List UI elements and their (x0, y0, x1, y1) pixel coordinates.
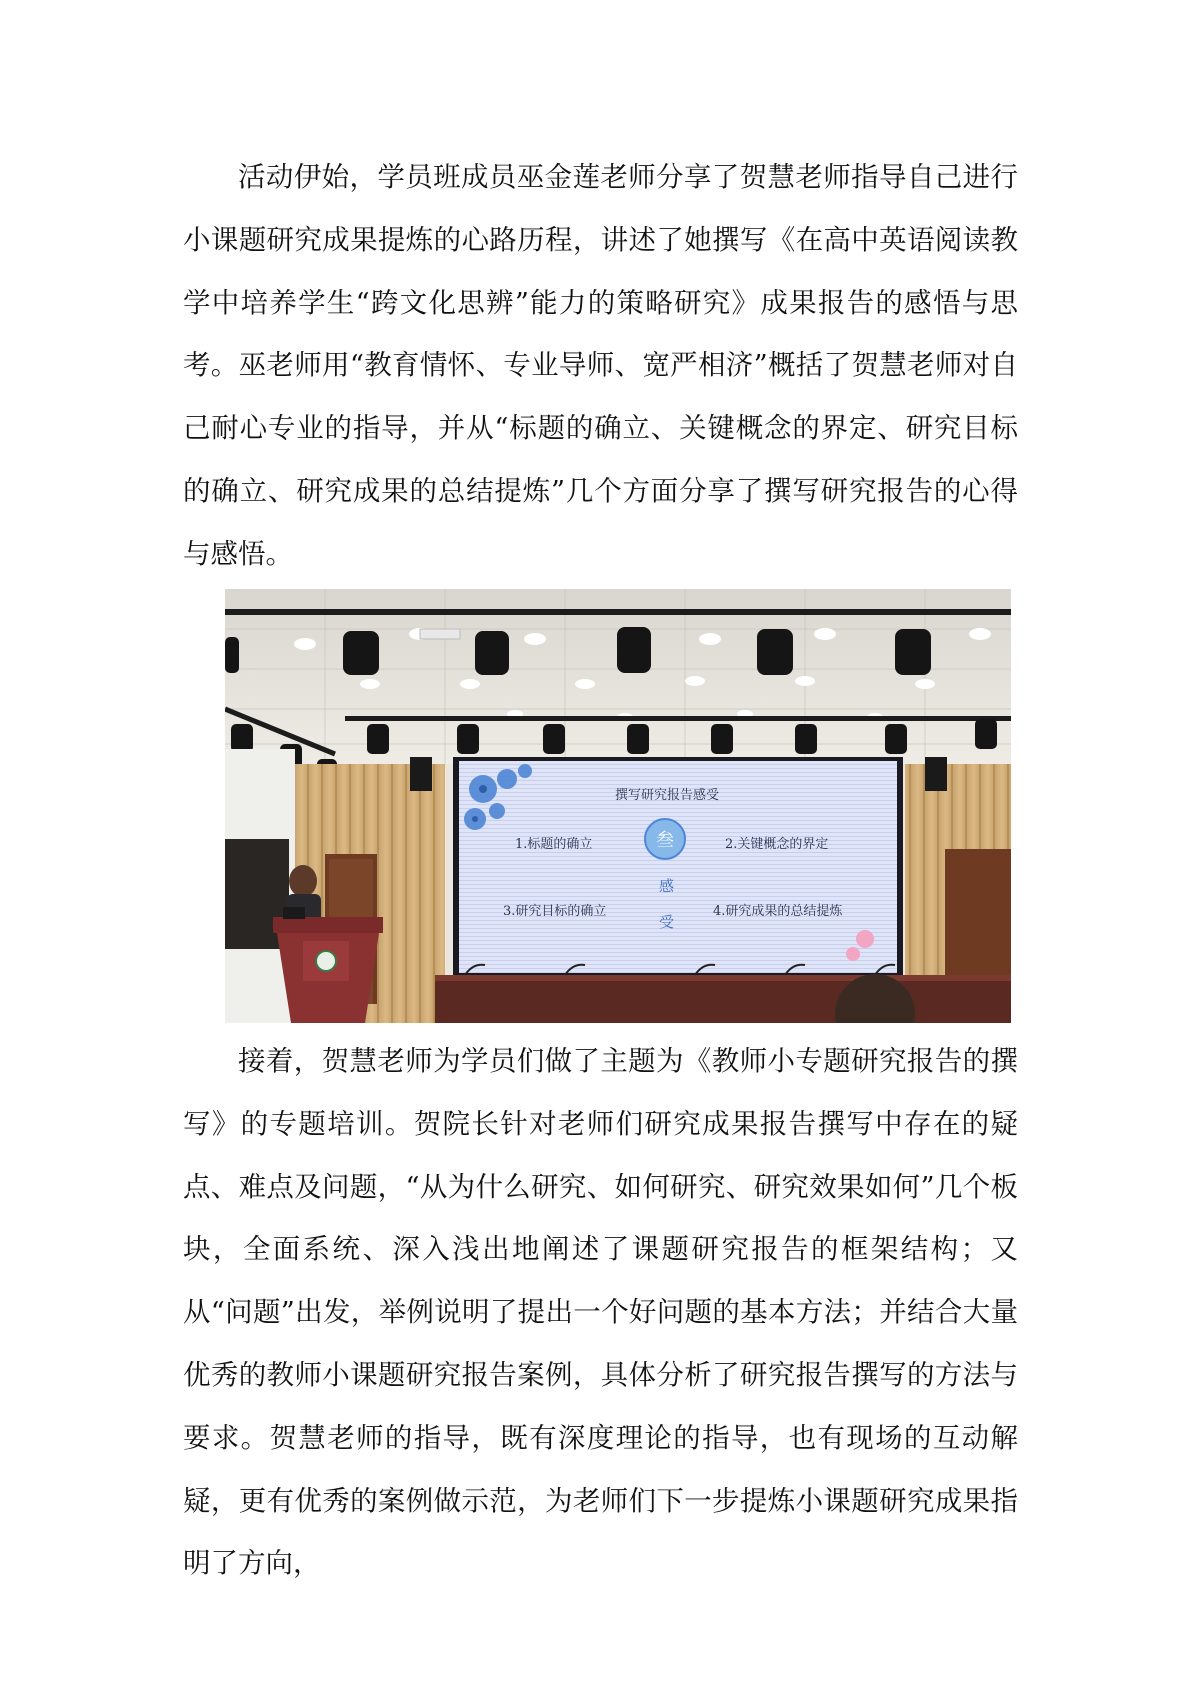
slide-title: 撰写研究报告感受 (615, 788, 720, 803)
paragraph-1: 活动伊始，学员班成员巫金莲老师分享了贺慧老师指导自己进行小课题研究成果提炼的心路历程，讲述了她撰写《在高中英语阅读教学中培养学生“跨文化思辨”能力的策略研究》成果报告的感悟与思考。巫老师用“教育情怀、专业导师、宽严相济”概括了贺慧老师对自己耐心专业的指导，并从“标题的确立、关键概念的界定、研究目标的确立、研究成果的总结提炼”几个方面分享了撰写研究报告的心得与感悟。 (183, 161, 1018, 570)
slide-vertical-1: 感 (659, 877, 675, 895)
paragraph-2: 接着，贺慧老师为学员们做了主题为《教师小专题研究报告的撰写》的专题培训。贺院长针对老师们研究成果报告撰写中存在的疑点、难点及问题，“从为什么研究、如何研究、研究效果如何”几个板块，全面系统、深入浅出地阐述了课题研究报告的框架结构；又从“问题”出发，举例说明了提出一个好问题的基本方法；并结合大量优秀的教师小课题研究报告案例，具体分析了研究报告撰写的方法与要求。贺慧老师的指导，既有深度理论的指导，也有现场的互动解疑，更有优秀的案例做示范，为老师们下一步提炼小课题研究成果指明了方向， (183, 1045, 1018, 1580)
slide-item-2: 2.关键概念的界定 (725, 837, 829, 852)
slide-item-3: 3.研究目标的确立 (503, 904, 607, 919)
slide-vertical-2: 受 (659, 913, 675, 931)
event-photo (225, 589, 1011, 1023)
slide-item-4: 4.研究成果的总结提炼 (713, 904, 843, 919)
slide-item-1: 1.标题的确立 (515, 837, 593, 852)
slide-badge: 叁 (656, 830, 674, 851)
